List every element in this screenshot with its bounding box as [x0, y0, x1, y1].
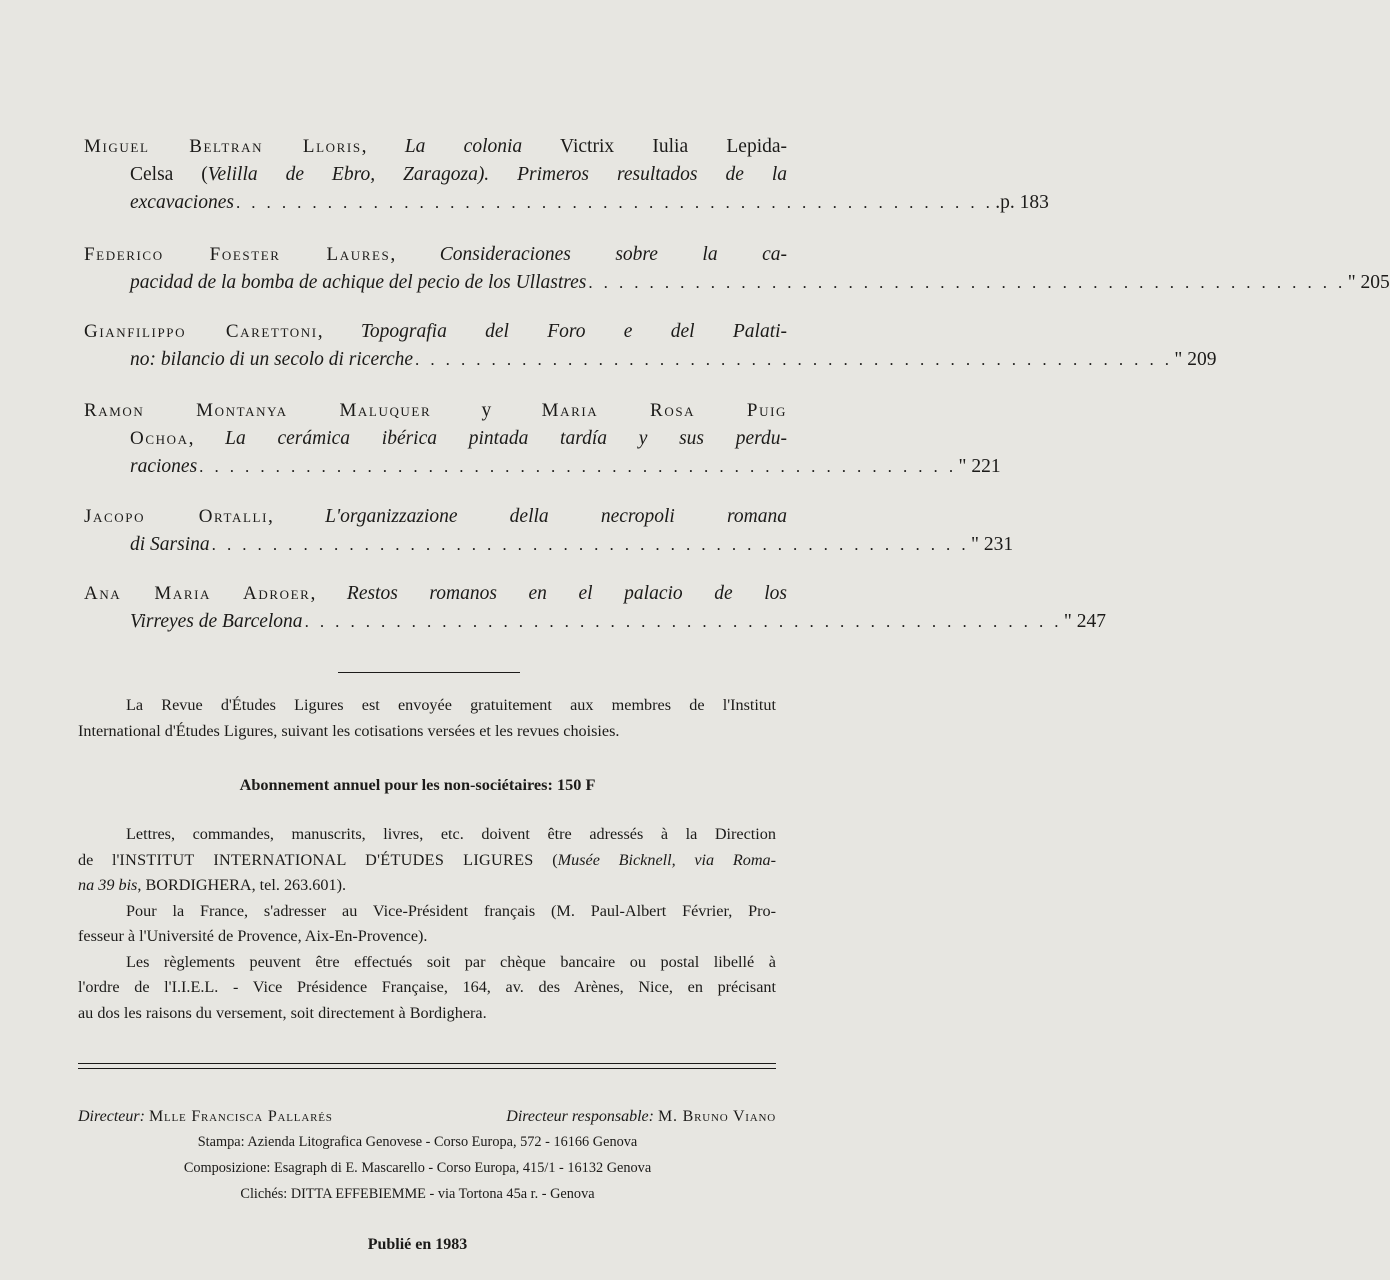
- membership-notice: La Revue d'Études Ligures est envoyée gratuitement aux membres de l'Institut International d'Études Ligures, suivant les cotisations versées et les revues choisies.: [78, 696, 776, 740]
- toc-title: L'organizzazione della necropoli romana: [325, 506, 787, 527]
- toc-page-number: " 231: [971, 534, 1014, 555]
- publication-year: Publié en 1983: [367, 1236, 468, 1253]
- responsible-director: Directeur responsable: M. Bruno Viano: [506, 1108, 776, 1125]
- directors-line: [78, 1105, 776, 1129]
- footer-double-rule: [78, 1063, 776, 1069]
- toc-entry: Ramon Montanya Maluquer y Maria Rosa Puig Ochoa, La cerámica ibérica pintada tardía y sus perdu- raciones . . . . . . . . . . . . . . . . . . . . . . . . . . . . . . . . . . . . . . . . . . . . . . . . . . " 221: [84, 397, 787, 481]
- toc-entry: Gianfilippo Carettoni, Topografia del Foro e del Palati- no: bilancio di un secolo di ricerche . . . . . . . . . . . . . . . . . . . . . . . . . . . . . . . . . . . . . . . . . . . . . . . . . . " 209: [84, 318, 787, 374]
- printer-line: Stampa: Azienda Litografica Genovese - Corso Europa, 572 - 16166 Genova: [197, 1134, 638, 1150]
- toc-title: La colonia: [404, 136, 523, 157]
- toc-title: Consideraciones sobre la ca-: [439, 244, 788, 265]
- contact-info: Lettres, commandes, manuscrits, livres, etc. doivent être adressés à la Direction de l'INSTITUT INTERNATIONAL D'ÉTUDES LIGURES (Musée Bicknell, via Roma- na 39 bis, BORDIGHERA, tel. 263.601). Pour la France, s'adresser au Vice-Président français (M. Paul-Albert Février, Pro- fesseur à l'Université de Provence, Aix-En-Provence). Les règlements peuvent être effectués soit par chèque bancaire ou postal libellé à l'ordre de l'I.I.E.L. - Vice Présidence Française, 164, av. des Arènes, Nice, en précisant au dos les raisons du versement, soit directement à Bordighera.: [78, 825, 777, 1022]
- toc-entry: Ana Maria Adroer, Restos romanos en el palacio de los Virreyes de Barcelona . . . . . . . . . . . . . . . . . . . . . . . . . . . . . . . . . . . . . . . . . . . . . . . . . . " 247: [84, 580, 787, 636]
- toc-title: La cerámica ibérica pintada tardía y sus perdu-: [225, 428, 788, 449]
- toc-page-number: " 221: [958, 456, 1001, 477]
- composition-line: Composizione: Esagraph di E. Mascarello - Corso Europa, 415/1 - 16132 Genova: [183, 1160, 652, 1176]
- toc-page-number: .p. 183: [995, 192, 1049, 213]
- cliches-line: Clichés: DITTA EFFEBIEMME - via Tortona 45a r. - Genova: [240, 1186, 595, 1202]
- toc-title: Topografia del Foro e del Palati-: [360, 321, 788, 342]
- institute-name: INSTITUT INTERNATIONAL D'ÉTUDES LIGURES: [119, 850, 534, 869]
- toc-entry: Miguel Beltran Lloris, La colonia Victrix Iulia Lepida- Celsa (Velilla de Ebro, Zaragoza). Primeros resultados de la excavaciones . . . . . . . . . . . . . . . . . . . . . . . . . . . . . . . . . . . . . . . . . . . . . . . . . . .p. 183: [84, 133, 787, 217]
- subscription-price: Abonnement annuel pour les non-sociétaires: 150 F: [239, 775, 596, 794]
- toc-author: Jacopo Ortalli: [84, 506, 269, 527]
- toc-coauthor: Maria Rosa Puig: [541, 400, 787, 421]
- toc-author: Ana Maria Adroer: [84, 583, 311, 604]
- leader-dots: . . . . . . . . . . . . . . . . . . . . . . . . . . . . . . . . . . . . . . . . . . . . . . . . . .: [199, 457, 957, 476]
- leader-dots: . . . . . . . . . . . . . . . . . . . . . . . . . . . . . . . . . . . . . . . . . . . . . . . . . .: [588, 273, 1346, 292]
- toc-author: Federico Foester Laures: [84, 244, 391, 265]
- toc-author: Miguel Beltran Lloris: [84, 136, 362, 157]
- section-divider: [338, 672, 520, 673]
- leader-dots: . . . . . . . . . . . . . . . . . . . . . . . . . . . . . . . . . . . . . . . . . . . . . . . . . .: [304, 612, 1062, 631]
- toc-title: Restos romanos en el palacio de los: [346, 583, 788, 604]
- toc-page-number: " 205: [1347, 272, 1390, 293]
- toc-page-number: " 209: [1174, 349, 1217, 370]
- leader-dots: . . . . . . . . . . . . . . . . . . . . . . . . . . . . . . . . . . . . . . . . . . . . . . . . . .: [235, 193, 994, 212]
- toc-entry: Federico Foester Laures, Consideraciones sobre la ca- pacidad de la bomba de achique del pecio de los Ullastres . . . . . . . . . . . . . . . . . . . . . . . . . . . . . . . . . . . . . . . . . . . . . . . . . . " 205: [84, 241, 787, 297]
- toc-page-number: " 247: [1063, 611, 1107, 632]
- leader-dots: . . . . . . . . . . . . . . . . . . . . . . . . . . . . . . . . . . . . . . . . . . . . . . . . . .: [211, 535, 969, 554]
- toc-entry: Jacopo Ortalli, L'organizzazione della necropoli romana di Sarsina . . . . . . . . . . . . . . . . . . . . . . . . . . . . . . . . . . . . . . . . . . . . . . . . . . " 231: [84, 503, 787, 559]
- toc-author: Ramon Montanya Maluquer: [84, 400, 432, 421]
- director: Directeur: Mlle Francisca Pallarés: [78, 1108, 333, 1125]
- leader-dots: . . . . . . . . . . . . . . . . . . . . . . . . . . . . . . . . . . . . . . . . . . . . . . . . . .: [415, 350, 1173, 369]
- toc-author: Gianfilippo Carettoni: [84, 321, 318, 342]
